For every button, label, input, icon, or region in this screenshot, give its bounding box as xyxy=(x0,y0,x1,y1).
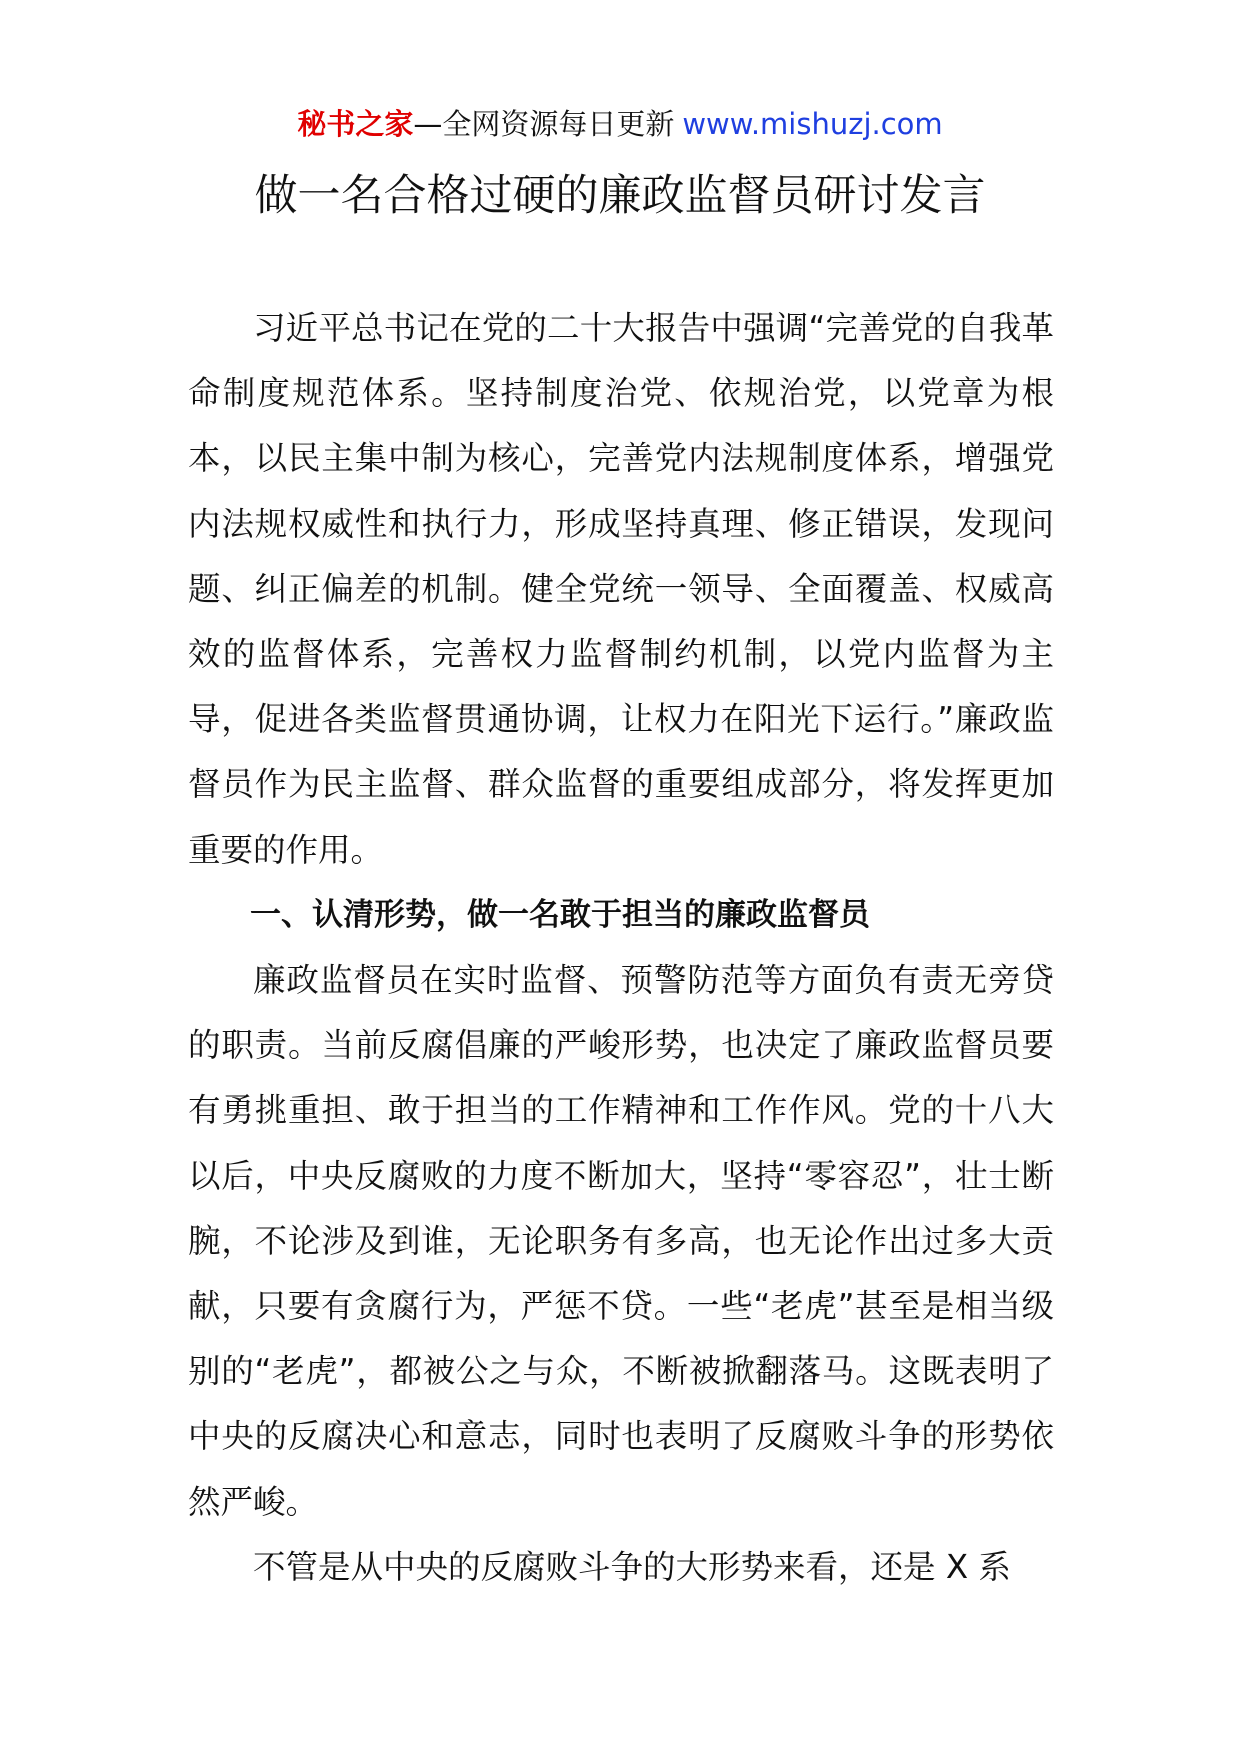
section-number: 一、 xyxy=(250,896,312,933)
intro-paragraph: 习近平总书记在党的二十大报告中强调“完善党的自我革命制度规范体系。坚持制度治党、依规治党，以党章为根本，以民主集中制为核心，完善党内法规制度体系，增强党内法规权威性和执行力，形成坚持真理、修正错误，发现问题、纠正偏差的机制。健全党统一领导、全面覆盖、权威高效的监督体系，完善权力监督制约机制，以党内监督为主导，促进各类监督贯通协调，让权力在阳光下运行。”廉政监督员作为民主监督、群众监督的重要组成部分，将发挥更加重要的作用。 xyxy=(188,309,1054,869)
brand-name: 秘书之家 xyxy=(297,107,414,141)
site-header xyxy=(0,104,1240,144)
section-title: 认清形势，做一名敢于担当的廉政监督员 xyxy=(312,896,870,933)
section-1-paragraph-1: 廉政监督员在实时监督、预警防范等方面负有责无旁贷的职责。当前反腐倡廉的严峻形势，也决定了廉政监督员要有勇挑重担、敢于担当的工作精神和工作作风。党的十八大以后，中央反腐败的力度不断加大，坚持“零容忍”，壮士断腕，不论涉及到谁，无论职务有多高，也无论作出过多大贡献，只要有贪腐行为，严惩不贷。一些“老虎”甚至是相当级别的“老虎”，都被公之与众，不断被掀翻落马。这既表明了中央的反腐决心和意志，同时也表明了反腐败斗争的形势依然严峻。 xyxy=(188,961,1054,1521)
site-url-link[interactable]: www.mishuzj.com xyxy=(682,107,943,141)
document-title: 做一名合格过硬的廉政监督员研讨发言 xyxy=(254,171,986,221)
document-body xyxy=(188,296,1054,1600)
header-tagline: —全网资源每日更新 xyxy=(413,107,675,141)
section-heading-1 xyxy=(188,883,1054,948)
section-1-paragraph-2: 不管是从中央的反腐败斗争的大形势来看，还是 X 系 xyxy=(253,1547,1011,1586)
